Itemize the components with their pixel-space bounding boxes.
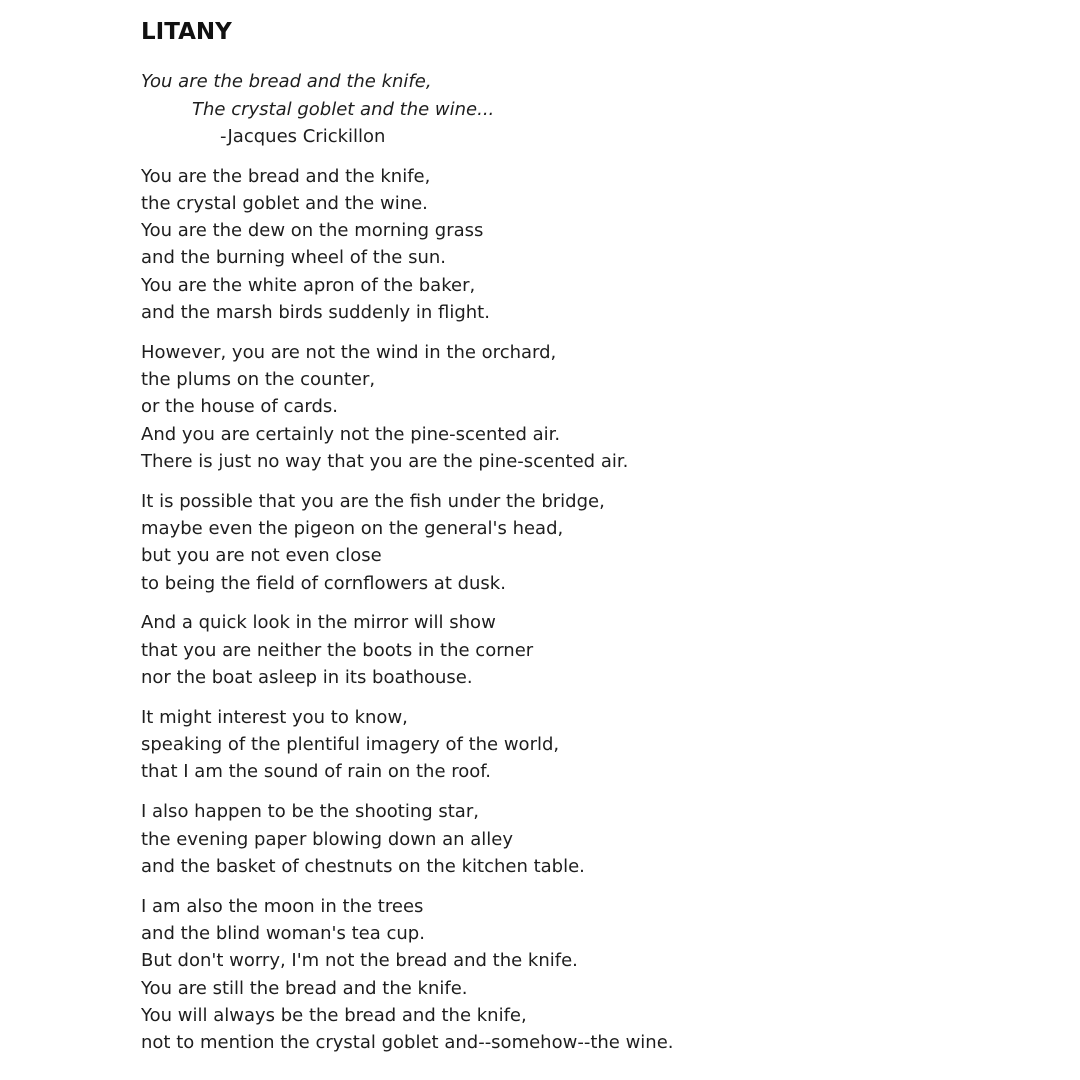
- poem-title: LITANY: [141, 19, 232, 45]
- poem-line: the evening paper blowing down an alley: [141, 828, 514, 850]
- poem-page: [141, 16, 1041, 1069]
- epigraph: [141, 68, 1041, 151]
- poem-line: or the house of cards.: [141, 396, 339, 418]
- poem-line: But don't worry, I'm not the bread and the knife.: [141, 950, 578, 972]
- stanza-3: [141, 488, 1041, 597]
- poem-line: nor the boat asleep in its boathouse.: [141, 667, 473, 689]
- stanza-5: [141, 704, 1041, 786]
- poem-line: that I am the sound of rain on the roof.: [141, 761, 492, 783]
- epigraph-line: You are the bread and the knife,: [141, 71, 432, 92]
- stanza-1: [141, 163, 1041, 327]
- stanza-7: [141, 893, 1041, 1057]
- poem-line: I also happen to be the shooting star,: [141, 801, 479, 823]
- poem-line: You are the bread and the knife,: [141, 165, 431, 187]
- poem-line: and the burning wheel of the sun.: [141, 247, 446, 269]
- poem-line: speaking of the plentiful imagery of the world,: [141, 734, 560, 756]
- poem-line: not to mention the crystal goblet and--somehow--the wine.: [141, 1032, 674, 1054]
- poem-line: and the blind woman's tea cup.: [141, 922, 425, 944]
- stanza-6: [141, 798, 1041, 880]
- poem-line: that you are neither the boots in the corner: [141, 639, 534, 661]
- poem-line: and the basket of chestnuts on the kitchen table.: [141, 855, 585, 877]
- epigraph-line: The crystal goblet and the wine...: [192, 98, 495, 120]
- poem-line: And you are certainly not the pine-scented air.: [141, 423, 561, 445]
- poem-line: It is possible that you are the fish under the bridge,: [141, 490, 605, 512]
- poem-line: And a quick look in the mirror will show: [141, 612, 496, 634]
- poem-line: However, you are not the wind in the orchard,: [141, 341, 557, 363]
- poem-line: to being the field of cornflowers at dusk.: [141, 572, 506, 594]
- poem-line: and the marsh birds suddenly in flight.: [141, 301, 490, 323]
- poem-line: There is just no way that you are the pine-scented air.: [141, 450, 629, 472]
- poem-line: You are still the bread and the knife.: [141, 977, 468, 999]
- epigraph-attribution: -Jacques Crickillon: [220, 126, 386, 147]
- poem-line: but you are not even close: [141, 545, 382, 567]
- poem-line: You are the white apron of the baker,: [141, 274, 476, 296]
- stanza-2: [141, 339, 1041, 475]
- poem-line: You are the dew on the morning grass: [141, 220, 484, 242]
- poem-line: It might interest you to know,: [141, 706, 408, 728]
- poem-line: I am also the moon in the trees: [141, 895, 424, 917]
- poem-line: maybe even the pigeon on the general's head,: [141, 518, 564, 540]
- poem-line: the crystal goblet and the wine.: [141, 192, 428, 214]
- poem-line: You will always be the bread and the knife,: [141, 1004, 527, 1026]
- poem-line: the plums on the counter,: [141, 369, 376, 391]
- stanza-4: [141, 609, 1041, 691]
